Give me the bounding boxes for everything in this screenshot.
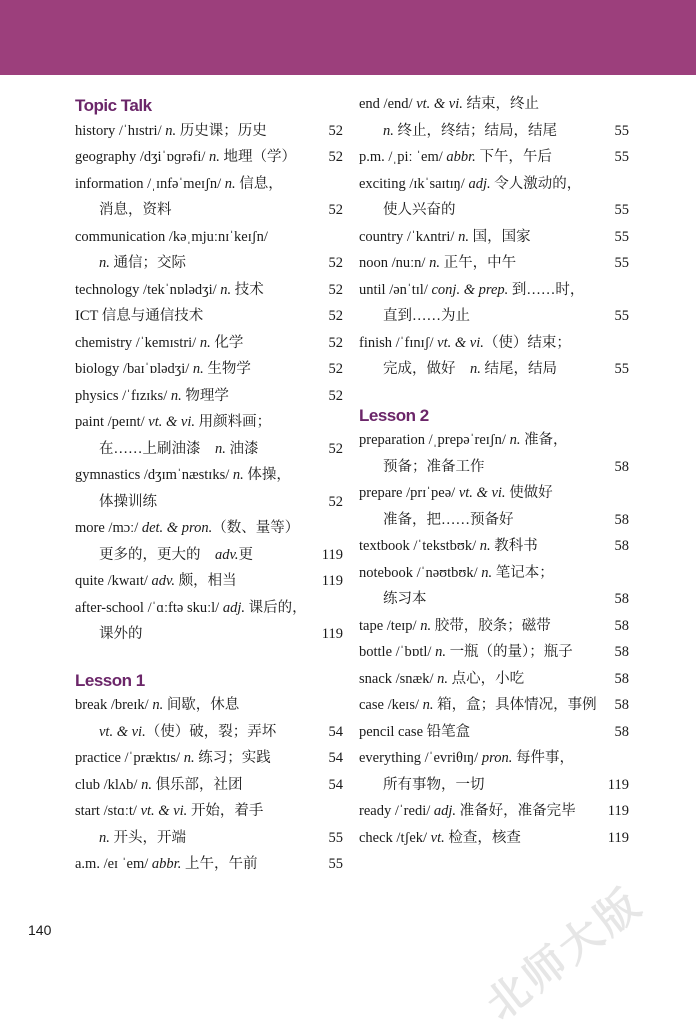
part-of-speech: n. bbox=[215, 440, 226, 457]
part-of-speech: conj. & prep. bbox=[431, 281, 509, 298]
entry-text: country /ˈkʌntri/ bbox=[359, 228, 459, 245]
entry-body bbox=[75, 515, 299, 542]
entry-body bbox=[75, 772, 243, 799]
entry-text: 开始，着手 bbox=[187, 803, 264, 819]
page-reference: 55 bbox=[614, 228, 629, 245]
entry-body bbox=[75, 144, 296, 171]
entry-text: prepare /prɪˈpeə/ bbox=[359, 485, 459, 501]
entry-text: more /mɔː/ bbox=[75, 520, 142, 536]
entry-text: p.m. /ˌpiː ˈem/ bbox=[359, 149, 447, 165]
vocab-entry bbox=[359, 639, 629, 666]
entry-text: 俱乐部，社团 bbox=[151, 776, 243, 793]
part-of-speech: n. bbox=[435, 644, 446, 660]
entry-body bbox=[359, 224, 531, 251]
vocab-entry bbox=[75, 144, 343, 171]
part-of-speech: vt. & vi. bbox=[416, 96, 463, 112]
vocab-entry bbox=[75, 568, 343, 595]
entry-text: until /ənˈtɪl/ bbox=[359, 281, 432, 298]
entry-body bbox=[75, 330, 243, 357]
page-reference: 54 bbox=[328, 723, 343, 740]
entry-text: information /ˌɪnfəˈmeɪʃn/ bbox=[75, 175, 225, 192]
entry-body bbox=[99, 489, 157, 516]
entry-body bbox=[383, 303, 470, 330]
vocab-entry-continuation bbox=[75, 197, 343, 224]
entry-text: 教科书 bbox=[490, 538, 538, 554]
entry-body bbox=[75, 118, 267, 145]
page-reference: 52 bbox=[328, 255, 343, 271]
part-of-speech: vt. & vi. bbox=[148, 414, 196, 430]
entry-text: 练习本 bbox=[383, 591, 427, 607]
entry-text: ready /ˈredi/ bbox=[359, 803, 434, 819]
entry-body bbox=[75, 303, 203, 330]
page-reference: 55 bbox=[614, 308, 629, 324]
entry-text: 使做好 bbox=[505, 485, 553, 501]
page-reference: 55 bbox=[614, 202, 629, 218]
section-heading: Lesson 1 bbox=[75, 670, 145, 690]
entry-text: 通信；交际 bbox=[109, 255, 186, 271]
vocab-entry bbox=[75, 171, 343, 198]
left-column bbox=[75, 91, 343, 878]
page-reference: 55 bbox=[328, 856, 343, 872]
vocab-entry bbox=[359, 427, 629, 454]
entry-body bbox=[359, 277, 584, 304]
entry-text: preparation /ˌprepəˈreɪʃn/ bbox=[359, 432, 510, 448]
entry-text: 所有事物，一切 bbox=[383, 776, 485, 793]
entry-text: 准备， bbox=[520, 432, 568, 448]
entry-body bbox=[359, 480, 553, 507]
vocab-entry bbox=[359, 719, 629, 746]
part-of-speech: n. bbox=[479, 538, 491, 554]
entry-text: start /stɑːt/ bbox=[75, 803, 141, 819]
entry-text: end /end/ bbox=[359, 96, 417, 112]
vocab-entry bbox=[75, 383, 343, 410]
entry-text: communication /kəˌmjuːnɪˈkeɪʃn/ bbox=[75, 228, 268, 245]
page-reference: 58 bbox=[614, 697, 629, 713]
watermark: 北师大版 bbox=[476, 877, 652, 1029]
part-of-speech: n. bbox=[481, 564, 493, 581]
entry-text: technology /tekˈnɒlədʒi/ bbox=[75, 281, 221, 298]
entry-text: 一瓶（的量）；瓶子 bbox=[445, 644, 573, 660]
vocab-entry-continuation bbox=[359, 118, 629, 145]
entry-text: 准备好，准备完毕 bbox=[456, 803, 576, 819]
page-reference: 58 bbox=[614, 511, 629, 528]
page-reference: 119 bbox=[607, 776, 629, 793]
spacer bbox=[75, 648, 343, 666]
page-reference: 119 bbox=[321, 546, 343, 563]
entry-text: 间歇，休息 bbox=[163, 697, 240, 713]
part-of-speech: n. bbox=[422, 697, 434, 713]
entry-body bbox=[99, 621, 143, 648]
vocab-entry-continuation bbox=[359, 197, 629, 224]
entry-text: exciting /ɪkˈsaɪtɪŋ/ bbox=[359, 175, 469, 192]
entry-body bbox=[359, 613, 551, 640]
part-of-speech: n. bbox=[224, 175, 236, 192]
entry-text: 使人兴奋的 bbox=[383, 202, 456, 218]
section-heading: Topic Talk bbox=[75, 96, 152, 115]
vocab-entry-continuation bbox=[359, 586, 629, 613]
entry-text: 用颜料画； bbox=[195, 414, 272, 430]
page-reference: 119 bbox=[607, 829, 629, 846]
page-reference: 58 bbox=[614, 617, 629, 634]
entry-text: 胶带，胶条；磁带 bbox=[431, 617, 551, 634]
entry-text: 物理学 bbox=[181, 387, 229, 404]
entry-body bbox=[383, 772, 485, 799]
vocab-entry bbox=[75, 462, 343, 489]
entry-text: break /breɪk/ bbox=[75, 697, 153, 713]
entry-text: 地理（学） bbox=[219, 149, 297, 165]
entry-text: history /ˈhɪstri/ bbox=[75, 122, 166, 139]
entry-text: 正午，中午 bbox=[439, 255, 517, 271]
entry-text: 国，国家 bbox=[468, 228, 531, 245]
vocab-entry bbox=[359, 533, 629, 560]
vocab-entry-continuation bbox=[75, 825, 343, 852]
vocab-entry bbox=[359, 666, 629, 693]
entry-body bbox=[99, 719, 276, 746]
vocab-entry bbox=[75, 409, 343, 436]
vocab-entry bbox=[75, 745, 343, 772]
page-reference: 52 bbox=[328, 308, 343, 324]
entry-body bbox=[359, 91, 539, 118]
page-reference: 119 bbox=[321, 626, 343, 642]
entry-body bbox=[75, 383, 229, 410]
entry-text: physics /ˈfɪzɪks/ bbox=[75, 387, 171, 404]
entry-body bbox=[75, 171, 283, 198]
entry-text: 历史课；历史 bbox=[176, 122, 267, 139]
page-reference: 52 bbox=[328, 387, 343, 404]
entry-text: 终止，终结；结局，结尾 bbox=[393, 122, 557, 139]
part-of-speech: vt. bbox=[430, 829, 445, 846]
vocab-entry-continuation bbox=[75, 542, 343, 569]
entry-text: 油漆 bbox=[225, 440, 259, 457]
entry-text: notebook /ˈnəʊtbʊk/ bbox=[359, 564, 482, 581]
entry-text: 生物学 bbox=[203, 361, 251, 377]
vocab-entry bbox=[75, 330, 343, 357]
entry-text: 结尾，结局 bbox=[480, 361, 557, 377]
entry-body bbox=[359, 798, 576, 825]
page-reference: 52 bbox=[328, 149, 343, 165]
entry-body bbox=[75, 462, 291, 489]
part-of-speech: n. bbox=[183, 750, 195, 766]
entry-text: 完成，做好 bbox=[383, 361, 470, 377]
vocab-entry-continuation bbox=[359, 356, 629, 383]
entry-text: 检查，核查 bbox=[444, 829, 521, 846]
entry-body bbox=[75, 692, 239, 719]
entry-text: 每件事， bbox=[512, 750, 574, 766]
entry-body bbox=[75, 224, 268, 251]
vocab-entry bbox=[359, 171, 629, 198]
entry-text: practice /ˈpræktɪs/ bbox=[75, 750, 184, 766]
vocab-entry bbox=[75, 798, 343, 825]
vocab-entry bbox=[359, 330, 629, 357]
vocab-entry bbox=[75, 595, 343, 622]
entry-body bbox=[75, 745, 271, 772]
entry-body bbox=[383, 197, 456, 224]
page-reference: 55 bbox=[614, 149, 629, 165]
entry-text: 体操训练 bbox=[99, 493, 157, 510]
entry-text: after-school /ˈɑːftə skuːl/ bbox=[75, 599, 223, 616]
entry-text: 体操， bbox=[243, 467, 291, 483]
vocab-entry bbox=[359, 144, 629, 171]
vocab-entry-continuation bbox=[359, 303, 629, 330]
page-reference: 52 bbox=[328, 122, 343, 139]
part-of-speech: n. bbox=[170, 387, 182, 404]
entry-body bbox=[359, 144, 552, 171]
entry-body bbox=[99, 825, 186, 852]
vocab-entry bbox=[359, 745, 629, 772]
entry-text: 技术 bbox=[231, 281, 264, 298]
part-of-speech: n. bbox=[232, 467, 244, 483]
vocab-entry bbox=[75, 277, 343, 304]
part-of-speech: abbr. bbox=[151, 856, 182, 872]
entry-text: paint /peɪnt/ bbox=[75, 414, 149, 430]
entry-text: geography /dʒiˈɒɡrəfi/ bbox=[75, 149, 210, 165]
vocab-entry bbox=[359, 825, 629, 852]
page-reference: 55 bbox=[614, 255, 629, 271]
page-reference: 52 bbox=[328, 281, 343, 298]
part-of-speech: n. bbox=[99, 829, 110, 846]
page-reference: 58 bbox=[614, 591, 629, 607]
vocab-entry-continuation bbox=[359, 772, 629, 799]
part-of-speech: adj. bbox=[433, 803, 457, 819]
entry-body bbox=[383, 118, 557, 145]
entry-body bbox=[99, 542, 253, 569]
entry-text: 下午，午后 bbox=[475, 149, 552, 165]
entry-text: everything /ˈevriθɪŋ/ bbox=[359, 750, 482, 766]
entry-body bbox=[75, 356, 251, 383]
entry-body bbox=[359, 825, 521, 852]
entry-body bbox=[359, 171, 581, 198]
vocab-entry-continuation bbox=[75, 719, 343, 746]
page-reference: 55 bbox=[614, 122, 629, 139]
part-of-speech: n. bbox=[429, 255, 440, 271]
vocab-entry bbox=[359, 224, 629, 251]
page-reference: 54 bbox=[328, 750, 343, 766]
entry-text: 开头，开端 bbox=[109, 829, 186, 846]
entry-text: 点心，小吃 bbox=[448, 670, 525, 687]
vocab-entry bbox=[75, 692, 343, 719]
part-of-speech: n. bbox=[141, 776, 152, 793]
entry-text: （使）结束； bbox=[483, 334, 571, 351]
part-of-speech: vt. & vi. bbox=[458, 485, 506, 501]
entry-text: finish /ˈfɪnɪʃ/ bbox=[359, 334, 438, 351]
entry-body bbox=[99, 250, 186, 277]
part-of-speech: n. bbox=[209, 149, 220, 165]
entry-text: biology /baɪˈɒlədʒi/ bbox=[75, 361, 193, 377]
entry-text: 更多的，更大的 bbox=[99, 546, 215, 563]
page-reference: 58 bbox=[614, 644, 629, 660]
vocab-entry bbox=[359, 613, 629, 640]
entry-body bbox=[75, 568, 237, 595]
vocab-entry-continuation bbox=[75, 621, 343, 648]
part-of-speech: n. bbox=[165, 122, 177, 139]
entry-text: case /keɪs/ bbox=[359, 697, 423, 713]
entry-text: check /tʃek/ bbox=[359, 829, 431, 846]
vocab-entry bbox=[75, 303, 343, 330]
part-of-speech: n. bbox=[220, 281, 232, 298]
entry-body bbox=[99, 436, 259, 463]
entry-text: 上午，午前 bbox=[181, 856, 258, 872]
entry-text: 更 bbox=[238, 546, 253, 563]
vocab-entry bbox=[359, 798, 629, 825]
entry-text: （数、量等） bbox=[212, 520, 300, 536]
entry-body bbox=[359, 692, 597, 719]
part-of-speech: n. bbox=[383, 122, 394, 139]
vocab-entry-continuation bbox=[75, 436, 343, 463]
entry-body bbox=[359, 533, 538, 560]
entry-text: 课外的 bbox=[99, 626, 143, 642]
entry-text: 直到……为止 bbox=[383, 308, 470, 324]
page-reference: 52 bbox=[328, 202, 343, 218]
page-reference: 52 bbox=[328, 334, 343, 351]
part-of-speech: n. bbox=[470, 361, 481, 377]
vocab-entry bbox=[75, 224, 343, 251]
vocab-entry bbox=[75, 118, 343, 145]
vocab-entry-continuation bbox=[359, 454, 629, 481]
part-of-speech: n. bbox=[192, 361, 204, 377]
entry-body bbox=[359, 719, 470, 746]
part-of-speech: n. bbox=[458, 228, 469, 245]
vocab-entry bbox=[75, 851, 343, 878]
entry-text: chemistry /ˈkemɪstri/ bbox=[75, 334, 200, 351]
part-of-speech: n. bbox=[152, 697, 164, 713]
entry-text: 准备，把……预备好 bbox=[383, 511, 514, 528]
page-reference: 52 bbox=[328, 440, 343, 457]
vocab-entry bbox=[359, 560, 629, 587]
vocab-entry-continuation bbox=[75, 489, 343, 516]
part-of-speech: adj. bbox=[468, 175, 491, 192]
entry-text: 颇，相当 bbox=[175, 573, 237, 589]
part-of-speech: vt. & vi. bbox=[99, 723, 146, 740]
entry-text: 信息， bbox=[235, 175, 283, 192]
entry-text: ICT 信息与通信技术 bbox=[75, 308, 204, 324]
vocab-entry bbox=[359, 692, 629, 719]
part-of-speech: adv. bbox=[151, 573, 176, 589]
section-heading: Lesson 2 bbox=[359, 405, 429, 425]
entry-text: 消息，资料 bbox=[99, 202, 172, 218]
entry-text: textbook /ˈtekstbʊk/ bbox=[359, 538, 480, 554]
vocab-entry bbox=[359, 480, 629, 507]
entry-text: 笔记本； bbox=[492, 564, 554, 581]
part-of-speech: vt. & vi. bbox=[140, 803, 188, 819]
spacer bbox=[359, 383, 629, 401]
vocab-entry bbox=[359, 250, 629, 277]
page-reference: 55 bbox=[328, 829, 343, 846]
header-band bbox=[0, 0, 696, 75]
part-of-speech: adv. bbox=[215, 546, 239, 563]
entry-body bbox=[75, 409, 271, 436]
entry-body bbox=[75, 595, 307, 622]
part-of-speech: pron. bbox=[481, 750, 513, 766]
entry-text: 到……时， bbox=[508, 281, 585, 298]
page-reference: 58 bbox=[614, 458, 629, 475]
entry-body bbox=[359, 427, 568, 454]
part-of-speech: n. bbox=[420, 617, 432, 634]
entry-text: 课后的， bbox=[244, 599, 307, 616]
page-reference: 119 bbox=[321, 573, 343, 589]
part-of-speech: n. bbox=[437, 670, 449, 687]
part-of-speech: adj. bbox=[222, 599, 245, 616]
entry-text: pencil case 铅笔盒 bbox=[359, 723, 471, 740]
vocab-entry bbox=[75, 772, 343, 799]
entry-body bbox=[359, 250, 516, 277]
vocab-entry bbox=[359, 277, 629, 304]
entry-text: 令人激动的， bbox=[490, 175, 582, 192]
part-of-speech: n. bbox=[99, 255, 110, 271]
entry-body bbox=[359, 639, 573, 666]
page-reference: 58 bbox=[614, 723, 629, 740]
entry-text: club /klʌb/ bbox=[75, 776, 142, 793]
page-reference: 58 bbox=[614, 670, 629, 687]
entry-text: 在……上刷油漆 bbox=[99, 440, 215, 457]
entry-body bbox=[359, 745, 574, 772]
page-reference: 119 bbox=[607, 803, 629, 819]
entry-text: 练习；实践 bbox=[194, 750, 271, 766]
vocab-entry bbox=[359, 91, 629, 118]
entry-text: 化学 bbox=[210, 334, 244, 351]
page-reference: 52 bbox=[328, 493, 343, 510]
entry-body bbox=[75, 277, 264, 304]
part-of-speech: abbr. bbox=[446, 149, 476, 165]
entry-body bbox=[359, 560, 554, 587]
entry-body bbox=[383, 507, 514, 534]
vocab-entry bbox=[75, 356, 343, 383]
vocab-entry-continuation bbox=[75, 250, 343, 277]
entry-text: quite /kwaɪt/ bbox=[75, 573, 152, 589]
page-reference: 58 bbox=[614, 538, 629, 554]
entry-text: 结束，终止 bbox=[462, 96, 540, 112]
entry-text: snack /snæk/ bbox=[359, 670, 438, 687]
page-reference: 55 bbox=[614, 361, 629, 377]
entry-body bbox=[359, 330, 571, 357]
entry-text: 预备；准备工作 bbox=[383, 458, 485, 475]
page-reference: 52 bbox=[328, 361, 343, 377]
vocab-entry-continuation bbox=[359, 507, 629, 534]
entry-body bbox=[359, 666, 524, 693]
part-of-speech: vt. & vi. bbox=[437, 334, 484, 351]
entry-body bbox=[75, 798, 263, 825]
entry-text: 箱，盒；具体情况，事例 bbox=[433, 697, 597, 713]
vocab-entry bbox=[75, 515, 343, 542]
entry-body bbox=[383, 454, 485, 481]
entry-body bbox=[383, 356, 557, 383]
entry-text: a.m. /eɪ ˈem/ bbox=[75, 856, 152, 872]
entry-text: tape /teɪp/ bbox=[359, 617, 421, 634]
part-of-speech: n. bbox=[199, 334, 211, 351]
entry-text: noon /nuːn/ bbox=[359, 255, 430, 271]
entry-body bbox=[99, 197, 172, 224]
part-of-speech: n. bbox=[509, 432, 521, 448]
part-of-speech: det. & pron. bbox=[141, 520, 213, 536]
right-column bbox=[359, 91, 629, 851]
page-number: 140 bbox=[28, 922, 52, 938]
entry-body bbox=[75, 851, 257, 878]
entry-text: （使）破，裂；弄坏 bbox=[145, 723, 277, 740]
entry-text: bottle /ˈbɒtl/ bbox=[359, 644, 436, 660]
entry-body bbox=[383, 586, 427, 613]
entry-text: gymnastics /dʒɪmˈnæstɪks/ bbox=[75, 467, 233, 483]
page-reference: 54 bbox=[328, 776, 343, 793]
